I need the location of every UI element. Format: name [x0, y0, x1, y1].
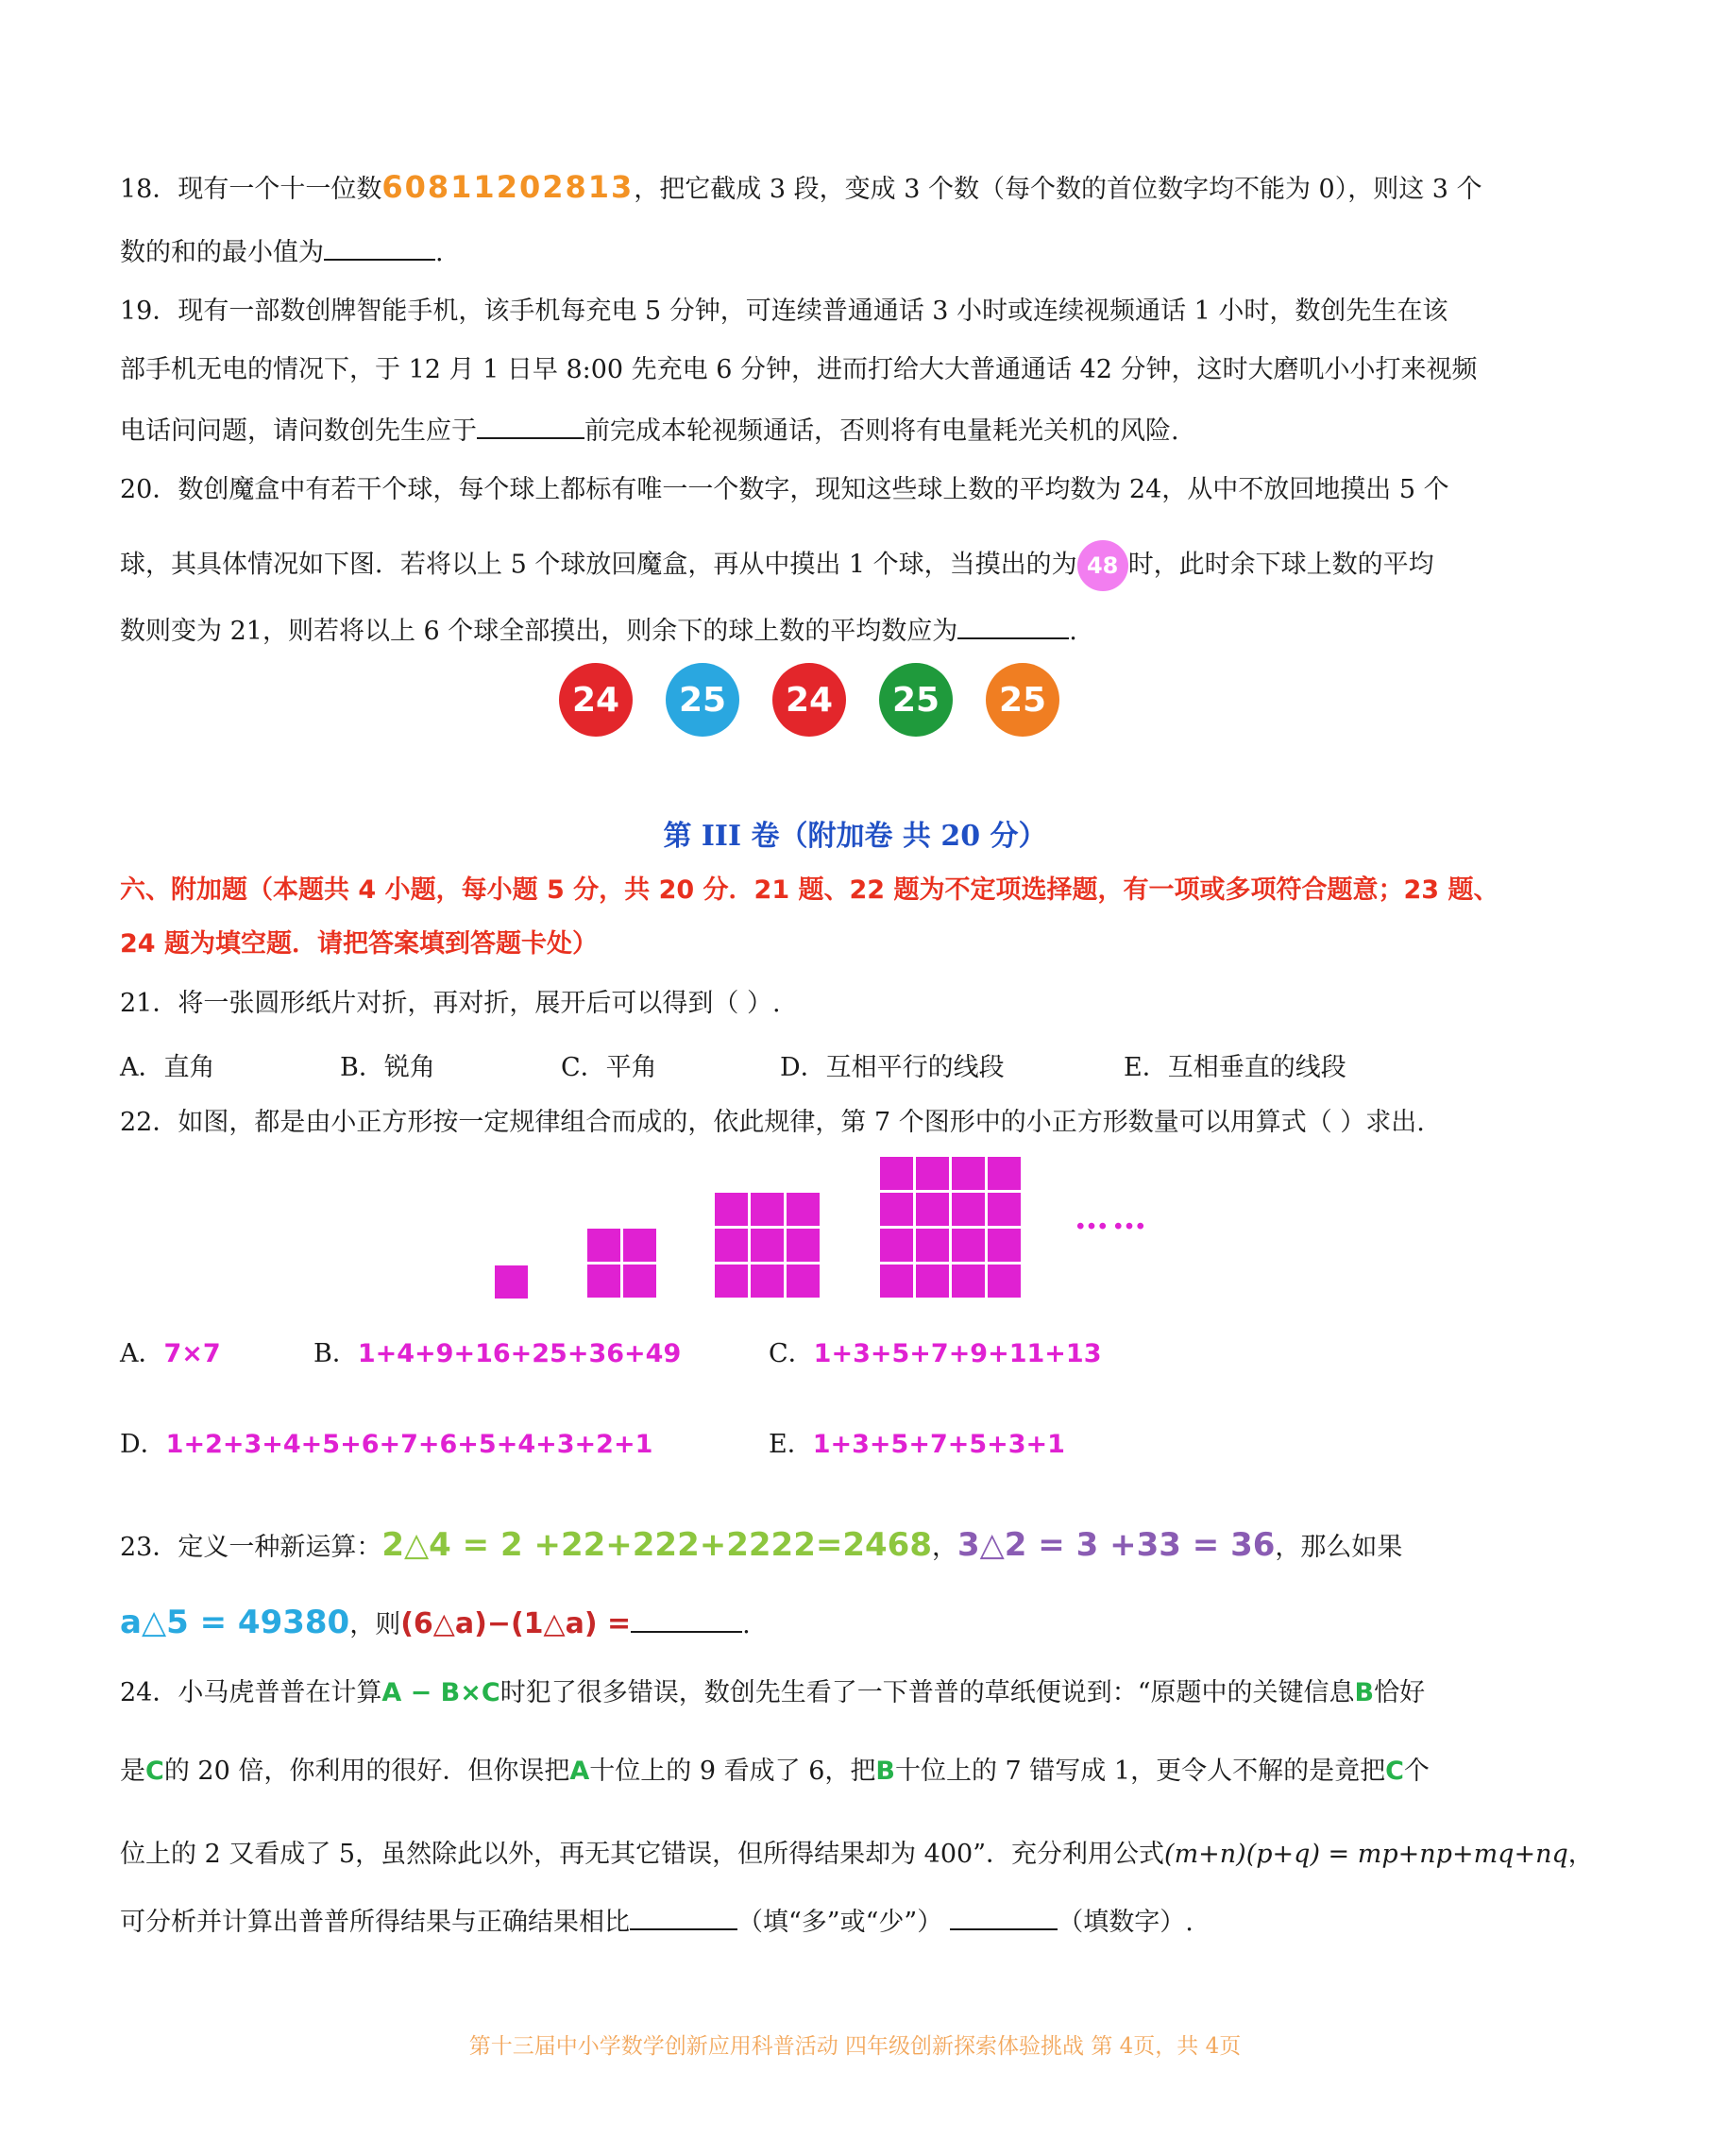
q24-answer-blank-1[interactable] [630, 1904, 737, 1930]
q23-expr1: 2△4 = 2 +22+222+2222=2468 [381, 1526, 932, 1564]
square [751, 1229, 784, 1262]
q20-line2: 球，其具体情况如下图．若将以上 5 个球放回魔盒，再从中摸出 1 个球，当摸出的为 48 时，此时余下球上数的平均 [120, 540, 1434, 591]
q24-answer-blank-2[interactable] [950, 1904, 1058, 1930]
square [988, 1229, 1021, 1262]
square [988, 1265, 1021, 1298]
q20-ball-48: 48 [1077, 540, 1128, 591]
square [988, 1157, 1021, 1190]
q22-stem: 22．如图，都是由小正方形按一定规律组合而成的，依此规律，第 7 个图形中的小正方形数量可以用算式（ ）求出. [120, 1108, 1425, 1137]
q19-line3: 电话问问题，请问数创先生应于 前完成本轮视频通话，否则将有电量耗光关机的风险. [120, 413, 1179, 450]
q22-option-a[interactable]: A．7×7 [120, 1339, 221, 1368]
q22-formula-b: 1+4+9+16+25+36+49 [357, 1339, 682, 1368]
square [916, 1265, 949, 1298]
q24-line4: 可分析并计算出普普所得结果与正确结果相比 （填“多”或“少”） （填数字）. [120, 1904, 1194, 1941]
square [787, 1265, 820, 1298]
q18-line1: 18．现有一个十一位数60811202813，把它截成 3 段，变成 3 个数（每个数的首位数字均不能为 0），则这 3 个 [120, 169, 1482, 205]
q18-line2: 数的和的最小值为 . [120, 234, 444, 271]
square [952, 1265, 985, 1298]
page-footer: 第十三届中小学数学创新应用科普活动 四年级创新探索体验挑战 第 4页，共 4页 [468, 2034, 1242, 2059]
q19-line1: 19．现有一部数创牌智能手机，该手机每充电 5 分钟，可连续普通通话 3 小时或连续视频通话 1 小时，数创先生在该 [120, 297, 1448, 326]
q22-option-d[interactable]: D．1+2+3+4+5+6+7+6+5+4+3+2+1 [120, 1430, 653, 1459]
q24-line3: 位上的 2 又看成了 5，虽然除此以外，再无其它错误，但所得结果却为 400”．充分利用公式(m+n)(p+q) = mp+np+mq+nq， [120, 1840, 1594, 1869]
square [495, 1265, 528, 1299]
square [715, 1265, 748, 1298]
square [587, 1229, 620, 1262]
q18-number: 60811202813 [381, 169, 635, 205]
section-instructions-2: 24 题为填空题．请把答案填到答题卡处） [120, 929, 598, 959]
square [952, 1229, 985, 1262]
q20-line1: 20．数创魔盒中有若干个球，每个球上都标有唯一一个数字，现知这些球上数的平均数为 24，从中不放回地摸出 5 个 [120, 475, 1449, 504]
square [715, 1229, 748, 1262]
square [880, 1157, 913, 1190]
ball-1: 24 [559, 663, 633, 737]
q23-line1: 23．定义一种新运算：2△4 = 2 +22+222+2222=2468，3△2 = 3 +33 = 36，那么如果 [120, 1526, 1403, 1564]
q20-line3: 数则变为 21，则若将以上 6 个球全部摸出，则余下的球上数的平均数应为 . [120, 613, 1077, 650]
q22-ellipsis: …… [1075, 1197, 1150, 1237]
section-instructions-1: 六、附加题（本题共 4 小题，每小题 5 分，共 20 分．21 题、22 题为不定项选择题，有一项或多项符合题意；23 题、 [120, 875, 1499, 905]
q23-answer-blank[interactable] [631, 1606, 742, 1633]
square [916, 1229, 949, 1262]
q21-option-a[interactable]: A．直角 [120, 1053, 215, 1082]
square [787, 1229, 820, 1262]
q22-formula-d: 1+2+3+4+5+6+7+6+5+4+3+2+1 [165, 1430, 653, 1459]
section-title: 第 III 卷（附加卷 共 20 分） [663, 820, 1047, 853]
ball-5: 25 [986, 663, 1059, 737]
square [988, 1193, 1021, 1226]
q21-stem: 21．将一张圆形纸片对折，再对折，展开后可以得到（ ）. [120, 989, 781, 1018]
q22-formula-e: 1+3+5+7+5+3+1 [812, 1430, 1065, 1459]
square [952, 1193, 985, 1226]
q21-option-e[interactable]: E．互相垂直的线段 [1124, 1053, 1346, 1082]
square [623, 1265, 656, 1298]
q20-answer-blank[interactable] [957, 613, 1069, 639]
square [880, 1265, 913, 1298]
square [751, 1265, 784, 1298]
q23-expr4: (6△a)−(1△a) = [400, 1607, 632, 1640]
square [916, 1157, 949, 1190]
q18-answer-blank[interactable] [324, 234, 435, 261]
square [916, 1193, 949, 1226]
q23-expr2: 3△2 = 3 +33 = 36 [957, 1526, 1276, 1564]
q22-formula-c: 1+3+5+7+9+11+13 [813, 1339, 1102, 1368]
square [787, 1193, 820, 1226]
square [751, 1193, 784, 1226]
square [587, 1265, 620, 1298]
q19-line2: 部手机无电的情况下，于 12 月 1 日早 8:00 先充电 6 分钟，进而打给大大普通通话 42 分钟，这时大磨叽小小打来视频 [120, 355, 1478, 384]
q24-formula: (m+n)(p+q) = mp+np+mq+nq [1164, 1840, 1568, 1869]
q22-option-b[interactable]: B．1+4+9+16+25+36+49 [313, 1339, 682, 1368]
q21-option-c[interactable]: C．平角 [561, 1053, 657, 1082]
square [880, 1229, 913, 1262]
ball-4: 25 [879, 663, 953, 737]
q21-option-b[interactable]: B．锐角 [340, 1053, 435, 1082]
q21-option-d[interactable]: D．互相平行的线段 [780, 1053, 1005, 1082]
ball-3: 24 [772, 663, 846, 737]
q24-line1: 24．小马虎普普在计算A − B×C时犯了很多错误，数创先生看了一下普普的草纸便说到：“原题中的关键信息B恰好 [120, 1678, 1426, 1707]
q22-option-e[interactable]: E．1+3+5+7+5+3+1 [769, 1430, 1065, 1459]
square [623, 1229, 656, 1262]
q24-line2: 是C的 20 倍，你利用的很好．但你误把A十位上的 9 看成了 6，把B十位上的 7 错写成 1，更令人不解的是竟把C个 [120, 1757, 1430, 1786]
q24-expr: A − B×C [381, 1678, 500, 1707]
square [880, 1193, 913, 1226]
q22-formula-a: 7×7 [163, 1339, 221, 1368]
q23-line2: a△5 = 49380，则(6△a)−(1△a) = . [120, 1604, 751, 1641]
q22-option-c[interactable]: C．1+3+5+7+9+11+13 [769, 1339, 1102, 1368]
ball-2: 25 [666, 663, 739, 737]
q23-expr3: a△5 = 49380 [120, 1604, 350, 1641]
square [715, 1193, 748, 1226]
q24-b-label: B [1354, 1678, 1375, 1707]
square [952, 1157, 985, 1190]
q19-answer-blank[interactable] [477, 413, 584, 439]
